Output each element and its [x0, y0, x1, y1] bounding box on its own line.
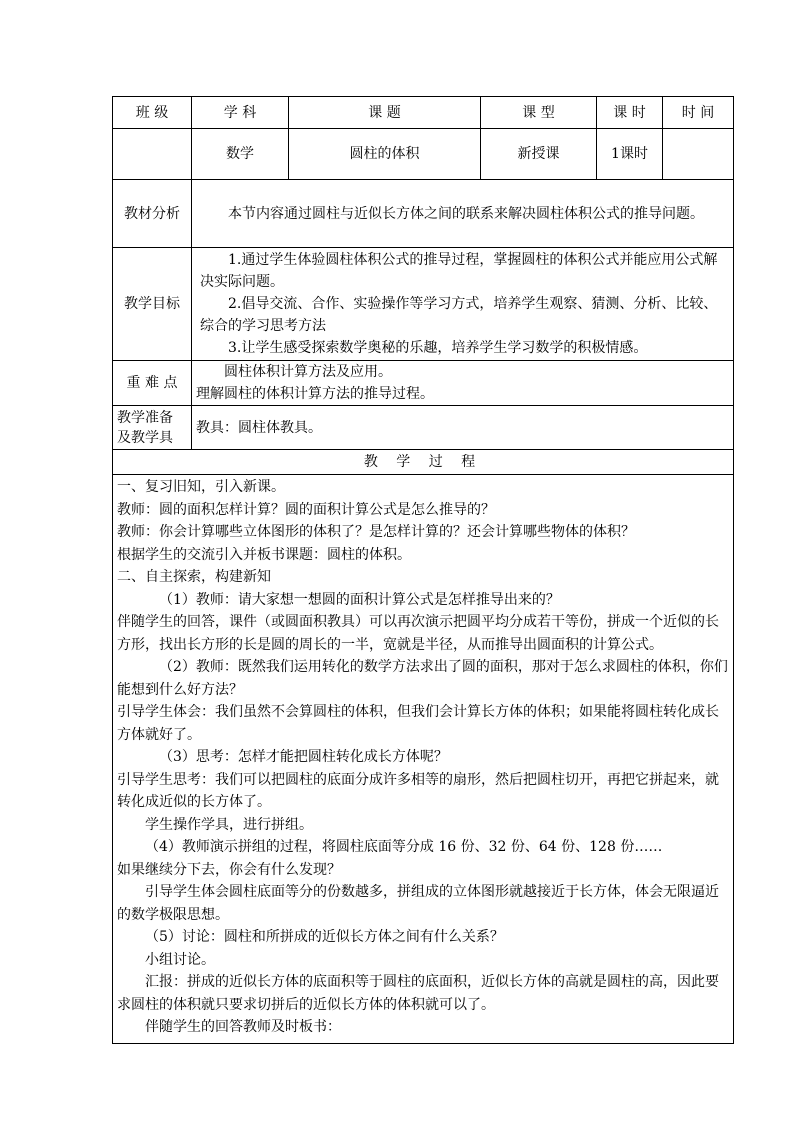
- process-line: 二、自主探索，构建新知: [117, 569, 271, 585]
- process-line: （1）教师：请大家想一想圆的面积计算公式是怎样推导出来的？: [159, 591, 560, 608]
- keypoint-line: 圆柱体积计算方法及应用。: [224, 364, 392, 380]
- process-line: 学生操作学具，进行拼组。: [145, 816, 313, 833]
- goal-item: 1.通过学生体验圆柱体积公式的推导过程，掌握圆柱的体积公式并能应用公式解决实际问题。: [200, 252, 718, 290]
- keypoint-line: 理解圆柱的体积计算方法的推导过程。: [196, 386, 434, 402]
- header-class: 班 级: [113, 97, 192, 129]
- lesson-plan-page: [112, 96, 733, 1044]
- process-line: （5）讨论：圆柱和所拼成的近似长方体之间有什么关系？: [145, 929, 504, 945]
- keypoints-row: [113, 361, 734, 406]
- process-line: （4）教师演示拼组的过程，将圆柱底面等分成 16 份、32 份、64 份、128 份……: [145, 839, 663, 855]
- goal-item: 3.让学生感受探索数学奥秘的乐趣，培养学生学习数学的积极情感。: [228, 340, 648, 356]
- info-type: 新授课: [481, 129, 597, 180]
- process-line: 教师：你会计算哪些立体图形的体积了？是怎样计算的？还会计算哪些物体的体积？: [117, 524, 635, 540]
- header-subject: 学 科: [192, 97, 289, 129]
- process-line: 教师：圆的面积怎样计算？圆的面积计算公式是怎么推导的？: [117, 501, 495, 518]
- info-hours: 1课时: [597, 129, 663, 180]
- process-line: 伴随学生的回答教师及时板书：: [145, 1019, 341, 1035]
- process-line: 一、复习旧知，引入新课。: [117, 479, 285, 495]
- process-line: （3）思考：怎样才能把圆柱转化成长方体呢？: [159, 749, 448, 765]
- keypoints-cell: [192, 361, 734, 406]
- prep-label-line1: 教学准备: [117, 409, 173, 426]
- header-hours: 课 时: [597, 97, 663, 129]
- goal-item: 2.倡导交流、合作、实验操作等学习方式，培养学生观察、猜测、分析、比较、综合的学习思考方法: [200, 296, 718, 334]
- prep-label-line2: 及教学具: [117, 429, 173, 446]
- prep-row: [113, 406, 734, 450]
- process-line: 根据学生的交流引入并板书课题：圆柱的体积。: [117, 546, 411, 563]
- info-row: [113, 129, 734, 180]
- process-line: 引导学生思考：我们可以把圆柱的底面分成许多相等的扇形，然后把圆柱切开，再把它拼起来，就转化成近似的长方体了。: [117, 771, 719, 810]
- process-line: 伴随学生的回答，课件（或圆面积教具）可以再次演示把圆平均分成若干等份，拼成一个近似的长方形，找出长方形的长是圆的周长的一半，宽就是半径，从而推导出圆面积的计算公式。: [117, 614, 719, 653]
- info-subject: 数学: [192, 129, 289, 180]
- process-line: 小组讨论。: [145, 951, 215, 968]
- header-type: 课 型: [481, 97, 597, 129]
- process-title-row: [113, 450, 734, 475]
- process-line: （2）教师：既然我们运用转化的数学方法求出了圆的面积，那对于怎么求圆柱的体积，你们能想到什么好方法？: [117, 659, 728, 698]
- lesson-plan-table: [112, 96, 734, 1044]
- process-content: [113, 475, 734, 1044]
- header-time: 时 间: [663, 97, 734, 129]
- process-line: 引导学生体会圆柱底面等分的份数越多，拼组成的立体图形就越接近于长方体，体会无限逼近的数学极限思想。: [117, 884, 719, 923]
- prep-label: [113, 406, 192, 450]
- info-time: [663, 129, 734, 180]
- process-title: 教 学 过 程: [113, 450, 734, 475]
- header-row: [113, 97, 734, 129]
- goals-label: 教学目标: [113, 248, 192, 361]
- prep-text: 教具：圆柱体教具。: [192, 406, 734, 450]
- process-line: 引导学生体会：我们虽然不会算圆柱的体积，但我们会计算长方体的体积；如果能将圆柱转化成长方体就好了。: [117, 704, 719, 743]
- analysis-row: [113, 180, 734, 248]
- process-row: [113, 475, 734, 1044]
- keypoints-label: 重 难 点: [113, 361, 192, 406]
- process-line: 汇报：拼成的近似长方体的底面积等于圆柱的底面积，近似长方体的高就是圆柱的高，因此要求圆柱的体积就只要求切拼后的近似长方体的体积就可以了。: [117, 974, 719, 1013]
- analysis-label: 教材分析: [113, 180, 192, 248]
- goals-row: [113, 248, 734, 361]
- header-topic: 课 题: [289, 97, 481, 129]
- analysis-text: 本节内容通过圆柱与近似长方体之间的联系来解决圆柱体积公式的推导问题。: [228, 205, 704, 222]
- process-line: 如果继续分下去，你会有什么发现？: [117, 861, 341, 878]
- info-topic: 圆柱的体积: [289, 129, 481, 180]
- goals-cell: [192, 248, 734, 361]
- analysis-cell: [192, 180, 734, 248]
- info-class: [113, 129, 192, 180]
